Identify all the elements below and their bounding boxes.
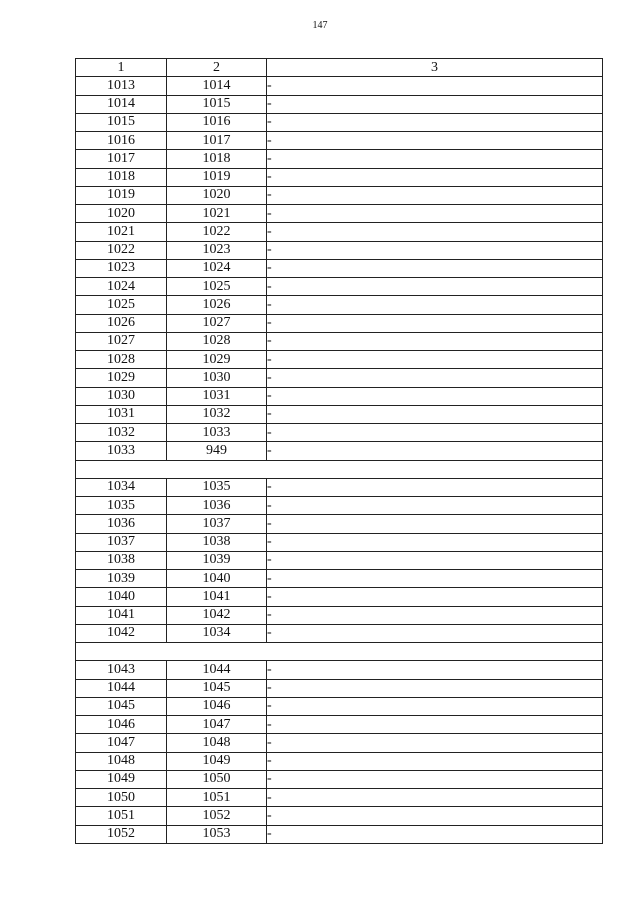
table-cell-col-3: - [267, 405, 603, 423]
table-row [76, 734, 603, 752]
table-cell-col-1: 1034 [76, 478, 167, 496]
column-header-1: 1 [76, 59, 167, 77]
table-cell-col-2: 1032 [167, 405, 267, 423]
table-cell-col-1: 1043 [76, 661, 167, 679]
table-cell-col-2: 1025 [167, 278, 267, 296]
table-cell-col-2: 1044 [167, 661, 267, 679]
table-cell-col-1: 1051 [76, 807, 167, 825]
table-cell-col-1: 1013 [76, 77, 167, 95]
table-cell-col-1: 1024 [76, 278, 167, 296]
table-cell-col-1: 1032 [76, 424, 167, 442]
table-cell-col-3: - [267, 624, 603, 642]
table-cell-col-1: 1015 [76, 113, 167, 131]
table-row [76, 807, 603, 825]
table-cell-col-1: 1027 [76, 332, 167, 350]
table-row [76, 296, 603, 314]
table-row [76, 77, 603, 95]
table-row [76, 241, 603, 259]
table-row [76, 113, 603, 131]
table-row [76, 205, 603, 223]
table-row [76, 369, 603, 387]
table-cell-col-1: 1039 [76, 570, 167, 588]
table-cell-col-1: 1046 [76, 716, 167, 734]
table-cell-col-1: 1042 [76, 624, 167, 642]
table-cell-col-3: - [267, 515, 603, 533]
table-cell-col-2: 1047 [167, 716, 267, 734]
table-row [76, 332, 603, 350]
column-header-3: 3 [267, 59, 603, 77]
table-row [76, 606, 603, 624]
table-row [76, 716, 603, 734]
table-row [76, 752, 603, 770]
table-cell-col-3: - [267, 807, 603, 825]
table-cell-col-1: 1047 [76, 734, 167, 752]
table-cell-col-3: - [267, 606, 603, 624]
table-cell-col-3: - [267, 734, 603, 752]
table-cell-col-1: 1014 [76, 95, 167, 113]
table-cell-col-3: - [267, 314, 603, 332]
table-cell-col-3: - [267, 588, 603, 606]
table-cell-col-2: 1037 [167, 515, 267, 533]
table-cell-col-1: 1041 [76, 606, 167, 624]
table-cell-col-2: 1048 [167, 734, 267, 752]
table-cell-col-1: 1018 [76, 168, 167, 186]
table-cell-col-1: 1052 [76, 825, 167, 843]
table-cell-col-2: 1039 [167, 551, 267, 569]
table-cell-col-1: 1037 [76, 533, 167, 551]
table-cell-col-2: 1024 [167, 259, 267, 277]
table-row [76, 351, 603, 369]
table-cell-col-1: 1019 [76, 186, 167, 204]
table-cell-col-1: 1049 [76, 770, 167, 788]
table-cell-col-2: 1052 [167, 807, 267, 825]
table-cell-col-3: - [267, 661, 603, 679]
table-row [76, 515, 603, 533]
table-cell-col-2: 1050 [167, 770, 267, 788]
table-cell-col-3: - [267, 570, 603, 588]
group-separator-cell [76, 460, 603, 478]
table-cell-col-3: - [267, 168, 603, 186]
table-cell-col-3: - [267, 424, 603, 442]
table-cell-col-3: - [267, 716, 603, 734]
table-cell-col-1: 1030 [76, 387, 167, 405]
table-cell-col-1: 1025 [76, 296, 167, 314]
table-cell-col-1: 1048 [76, 752, 167, 770]
table-row [76, 478, 603, 496]
table-cell-col-2: 1019 [167, 168, 267, 186]
table-cell-col-3: - [267, 770, 603, 788]
table-cell-col-2: 1049 [167, 752, 267, 770]
table-cell-col-3: - [267, 351, 603, 369]
table-cell-col-1: 1026 [76, 314, 167, 332]
table-cell-col-2: 1028 [167, 332, 267, 350]
table-cell-col-2: 1021 [167, 205, 267, 223]
table-cell-col-2: 1031 [167, 387, 267, 405]
table-cell-col-3: - [267, 95, 603, 113]
table-cell-col-2: 1045 [167, 679, 267, 697]
table-cell-col-3: - [267, 825, 603, 843]
table-cell-col-3: - [267, 241, 603, 259]
table-cell-col-3: - [267, 551, 603, 569]
table-row [76, 168, 603, 186]
table-row [76, 770, 603, 788]
group-separator-cell [76, 643, 603, 661]
table-cell-col-2: 1053 [167, 825, 267, 843]
table-cell-col-3: - [267, 697, 603, 715]
table-cell-col-3: - [267, 132, 603, 150]
table-cell-col-2: 1017 [167, 132, 267, 150]
table-cell-col-3: - [267, 186, 603, 204]
table-cell-col-1: 1021 [76, 223, 167, 241]
table-cell-col-3: - [267, 442, 603, 460]
table-cell-col-2: 1035 [167, 478, 267, 496]
table-row [76, 679, 603, 697]
table-cell-col-2: 1046 [167, 697, 267, 715]
table-row [76, 132, 603, 150]
table-row [76, 95, 603, 113]
table-cell-col-3: - [267, 223, 603, 241]
table-body [76, 77, 603, 844]
table-cell-col-3: - [267, 497, 603, 515]
table-row [76, 588, 603, 606]
table-cell-col-2: 1051 [167, 789, 267, 807]
table-row [76, 314, 603, 332]
table-cell-col-2: 1014 [167, 77, 267, 95]
table-row [76, 697, 603, 715]
table-row [76, 150, 603, 168]
table-row [76, 424, 603, 442]
table-cell-col-1: 1036 [76, 515, 167, 533]
table-cell-col-1: 1031 [76, 405, 167, 423]
table-cell-col-3: - [267, 113, 603, 131]
table-row [76, 442, 603, 460]
table-cell-col-3: - [267, 478, 603, 496]
table-cell-col-1: 1040 [76, 588, 167, 606]
table-cell-col-2: 1029 [167, 351, 267, 369]
table-cell-col-3: - [267, 77, 603, 95]
table-cell-col-2: 1016 [167, 113, 267, 131]
table-cell-col-3: - [267, 789, 603, 807]
table-cell-col-2: 1042 [167, 606, 267, 624]
table-row [76, 661, 603, 679]
table-cell-col-2: 1038 [167, 533, 267, 551]
table-header [76, 59, 603, 77]
group-separator-row [76, 643, 603, 661]
table-row [76, 825, 603, 843]
table-cell-col-2: 1022 [167, 223, 267, 241]
table-cell-col-2: 1026 [167, 296, 267, 314]
table-cell-col-2: 1018 [167, 150, 267, 168]
table-row [76, 223, 603, 241]
page-number: 147 [312, 20, 328, 31]
table-cell-col-3: - [267, 533, 603, 551]
table-cell-col-2: 1023 [167, 241, 267, 259]
table-cell-col-1: 1023 [76, 259, 167, 277]
table-cell-col-2: 1015 [167, 95, 267, 113]
table-cell-col-3: - [267, 369, 603, 387]
table-row [76, 186, 603, 204]
table-cell-col-1: 1044 [76, 679, 167, 697]
table-row [76, 259, 603, 277]
table-cell-col-3: - [267, 205, 603, 223]
table-cell-col-1: 1038 [76, 551, 167, 569]
column-header-2: 2 [167, 59, 267, 77]
header-row [76, 59, 603, 77]
table-cell-col-3: - [267, 150, 603, 168]
table-cell-col-1: 1033 [76, 442, 167, 460]
table-cell-col-2: 1034 [167, 624, 267, 642]
table-cell-col-2: 1033 [167, 424, 267, 442]
table-cell-col-1: 1017 [76, 150, 167, 168]
table-cell-col-3: - [267, 332, 603, 350]
table-row [76, 789, 603, 807]
table-row [76, 533, 603, 551]
table-cell-col-2: 949 [167, 442, 267, 460]
group-separator-row [76, 460, 603, 478]
table-cell-col-3: - [267, 296, 603, 314]
table-row [76, 278, 603, 296]
table-cell-col-1: 1045 [76, 697, 167, 715]
table-cell-col-2: 1027 [167, 314, 267, 332]
table-row [76, 624, 603, 642]
table-cell-col-1: 1022 [76, 241, 167, 259]
table-cell-col-2: 1030 [167, 369, 267, 387]
table-cell-col-2: 1036 [167, 497, 267, 515]
table-cell-col-1: 1028 [76, 351, 167, 369]
table-cell-col-3: - [267, 387, 603, 405]
table-cell-col-1: 1016 [76, 132, 167, 150]
data-table [75, 58, 603, 844]
table-row [76, 497, 603, 515]
table-cell-col-3: - [267, 259, 603, 277]
table-row [76, 551, 603, 569]
table-cell-col-2: 1020 [167, 186, 267, 204]
table-cell-col-1: 1029 [76, 369, 167, 387]
table-cell-col-1: 1020 [76, 205, 167, 223]
table-cell-col-2: 1040 [167, 570, 267, 588]
table-cell-col-1: 1050 [76, 789, 167, 807]
table-cell-col-2: 1041 [167, 588, 267, 606]
table-row [76, 570, 603, 588]
table-cell-col-3: - [267, 752, 603, 770]
table-cell-col-1: 1035 [76, 497, 167, 515]
table-cell-col-3: - [267, 278, 603, 296]
table-cell-col-3: - [267, 679, 603, 697]
table-row [76, 405, 603, 423]
table-row [76, 387, 603, 405]
